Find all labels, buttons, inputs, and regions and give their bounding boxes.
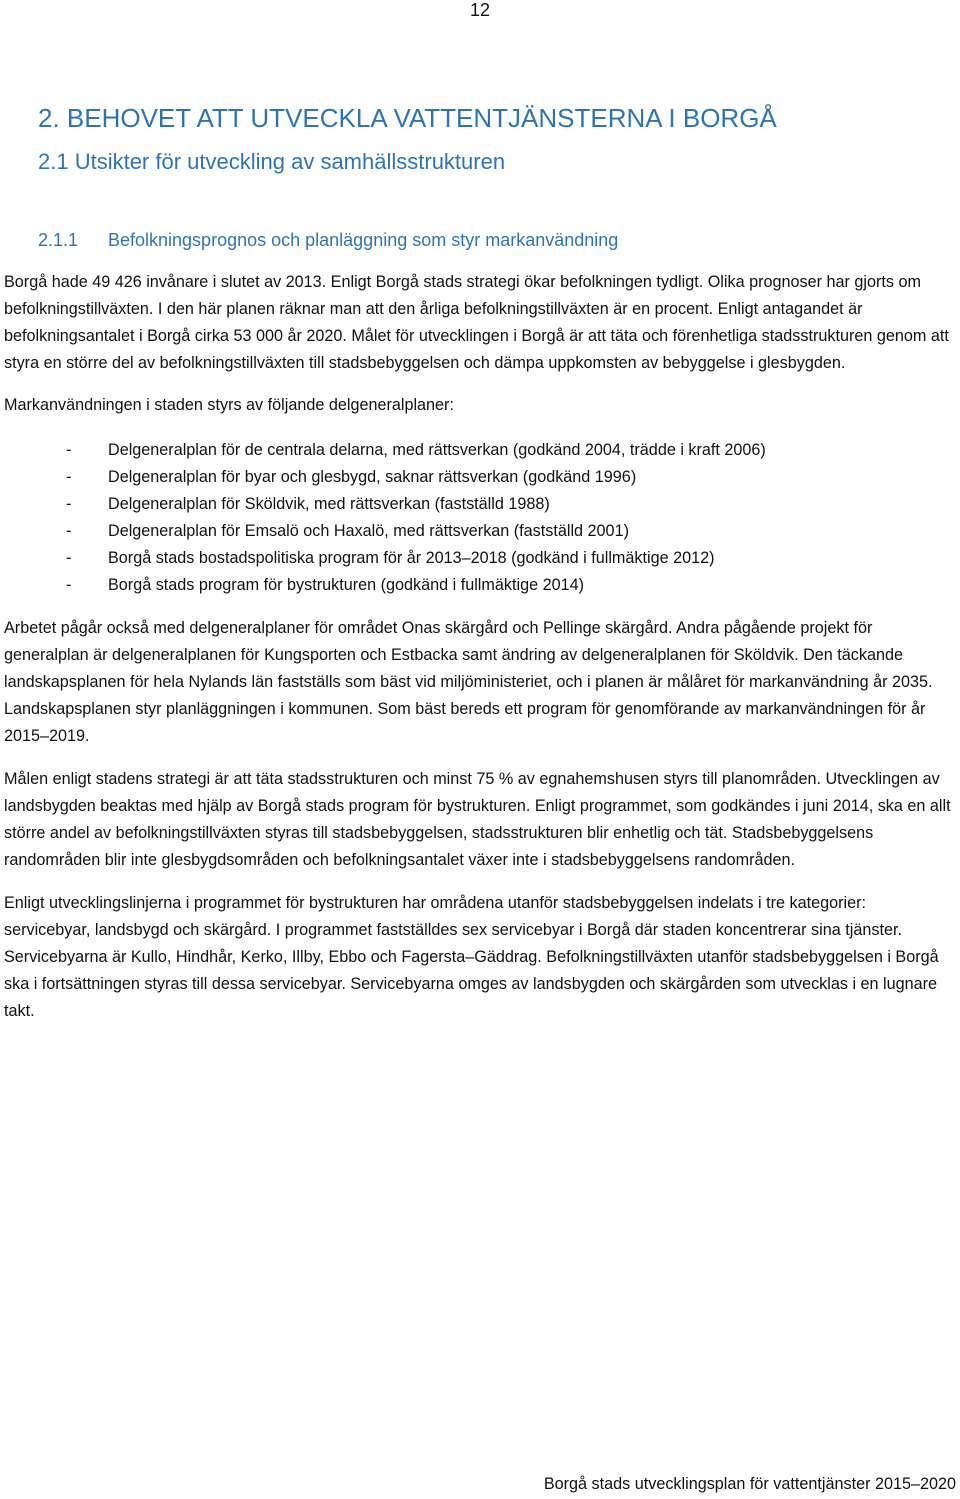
subsection-heading: [38, 228, 618, 252]
list-item: [4, 437, 956, 464]
paragraph-land-use-intro: Markanvändningen i staden styrs av följande delgeneralplaner:: [4, 396, 454, 414]
list-item-text: Delgeneralplan för Emsalö och Haxalö, med rättsverkan (fastställd 2001): [108, 522, 629, 540]
list-dash: -: [66, 441, 72, 459]
page-footer: Borgå stads utvecklingsplan för vattentjänster 2015–2020: [543, 1475, 956, 1493]
list-item: [4, 491, 956, 518]
list-dash: -: [66, 549, 72, 567]
subsection-title: Befolkningsprognos och planläggning som styr markanvändning: [108, 230, 619, 250]
list-item: [4, 545, 956, 572]
list-item-text: Delgeneralplan för Sköldvik, med rättsverkan (fastställd 1988): [108, 495, 550, 513]
body-text: [4, 269, 956, 1025]
paragraph-service-villages: Enligt utvecklingslinjerna i programmet för bystrukturen har områdena utanför stadsbebyggelsen indelats i tre kategorier: servicebyar, landsbygd och skärgård. I programmet fastställdes sex servicebyar i Borgå där staden koncentrerar sina tjänster. Servicebyarna är Kullo, Hindhår, Kerko, Illby, Ebbo och Fagersta–Gäddrag. Befolkningstillväxten utanför stadsbebyggelsen i Borgå ska i fortsättningen styras till dessa servicebyar. Servicebyarna omges av landsbygden och skärgården som utvecklas i en lugnare takt.: [4, 894, 939, 1020]
list-dash: -: [66, 468, 72, 486]
list-item-text: Delgeneralplan för de centrala delarna, med rättsverkan (godkänd 2004, trädde i kraft 2006): [108, 441, 766, 459]
chapter-heading: 2. BEHOVET ATT UTVECKLA VATTENTJÄNSTERNA I BORGÅ: [38, 103, 777, 133]
subsection-number: 2.1.1: [38, 230, 79, 250]
paragraph-ongoing-work: Arbetet pågår också med delgeneralplaner för området Onas skärgård och Pellinge skärgård. Andra pågående projekt för generalplan är delgeneralplanen för Kungsporten och Estbacka samt ändring av delgeneralplanen för Sköldvik. Den täckande landskapsplanen för hela Nylands län fastställs som bäst vid miljöministeriet, och i planen är målåret för markanvändning år 2035. Landskapsplanen styr planläggningen i kommunen. Som bäst bereds ett program för genomförande av markanvändningen för år 2015–2019.: [4, 619, 933, 745]
list-dash: -: [66, 495, 72, 513]
list-item: [4, 518, 956, 545]
plan-list: [4, 437, 956, 599]
list-item-text: Borgå stads program för bystrukturen (godkänd i fullmäktige 2014): [108, 576, 584, 594]
paragraph-strategy-goals: Målen enligt stadens strategi är att täta stadsstrukturen och minst 75 % av egnahemshusen styrs till planområden. Utvecklingen av landsbygden beaktas med hjälp av Borgå stads program för bystrukturen. Enligt programmet, som godkändes i juni 2014, ska en allt större andel av befolkningstillväxten styras till stadsbebyggelsen, stadsstrukturen blir enhetlig och tät. Stadsbebyggelsens randområden blir inte glesbygdsområden och befolkningsantalet växer inte i stadsbebyggelsens randområden.: [4, 770, 951, 869]
page-number: 12: [469, 0, 491, 20]
list-dash: -: [66, 522, 72, 540]
list-dash: -: [66, 576, 72, 594]
list-item: [4, 572, 956, 599]
list-item-text: Borgå stads bostadspolitiska program för år 2013–2018 (godkänd i fullmäktige 2012): [108, 549, 715, 567]
list-item-text: Delgeneralplan för byar och glesbygd, saknar rättsverkan (godkänd 1996): [108, 468, 637, 486]
section-heading: 2.1 Utsikter för utveckling av samhällsstrukturen: [38, 149, 506, 174]
list-item: [4, 464, 956, 491]
paragraph-population: Borgå hade 49 426 invånare i slutet av 2013. Enligt Borgå stads strategi ökar befolkningen tydligt. Olika prognoser har gjorts om befolkningstillväxten. I den här planen räknar man att den årliga befolkningstillväxten är en procent. Enligt antagandet är befolkningsantalet i Borgå cirka 53 000 år 2020. Målet för utvecklingen i Borgå är att täta och förenhetliga stadsstrukturen genom att styra en större del av befolkningstillväxten till stadsbebyggelsen och dämpa uppkomsten av bebyggelse i glesbygden.: [4, 273, 949, 372]
